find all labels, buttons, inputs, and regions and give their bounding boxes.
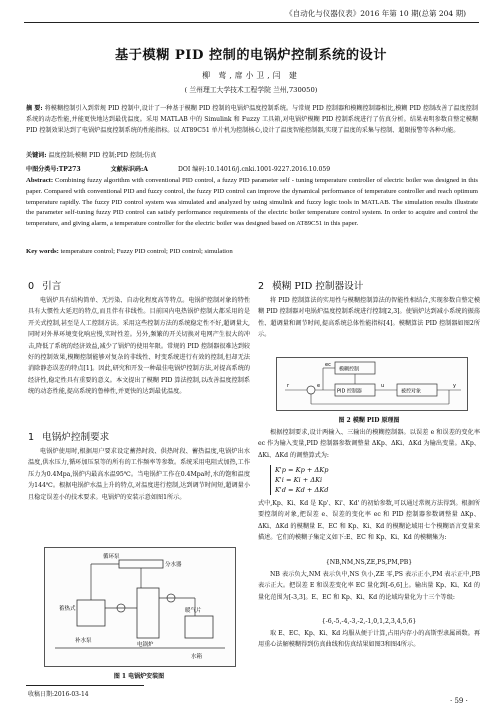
keywords-en-text: temperature control; Fuzzy PID control; PID control; simulation <box>60 248 233 255</box>
keywords-en <box>26 246 478 257</box>
section-0-body <box>28 295 250 425</box>
figure-2-drawing <box>277 358 467 410</box>
fig1-label-radiator: 暖气片 <box>185 608 202 614</box>
section-2-paragraph-4: NB 表示负大,NM 表示负中,NS 负小,ZE 零,PS 表示正小,PM 表示正中,PB 表示正大。把误差 E 和误差变化率 EC 量化到[-6,6]上。输出量 Kp、Ki、Kd 的量化范围为[-3,3]。E、EC 和 Kp、Ki、Kd 的论域均量化为十三个等级: <box>258 571 480 601</box>
section-2-body-5 <box>258 628 480 664</box>
figure-1-boiler-installation <box>44 547 236 667</box>
equation-kd: K'd = Kd + ΔKd <box>275 486 329 494</box>
equation-ki: K'i = Ki + ΔKi <box>275 476 323 484</box>
affiliation: ( 兰州理工大学技术工程学院 兰州,730050) <box>184 86 318 94</box>
section-2-paragraph-1: 将 PID 控制算法的实用性与模糊控制算法的智能性相结合,实现参数自整定模糊 PID 控制器对电锅炉温度控制系统进行控制[2,3]。使锅炉达到减小系统的振荡性、超调量和调节时间,提高系统总体性能指标[4]。模糊算法 PID 控制器如图2所示。 <box>258 297 480 339</box>
section-0-paragraph: 电锅炉具有结构简单、无污染、自动化程度高等特点。电锅炉控制对象的特性具有大惯性大延迟的特点,而且伴有非线性。目前国内电热锅炉控制大都采用的是开关式控制,甚至是人工控制方法。采用这些控制方法的系统稳定性不好,超调量大,同时对外界环境变化响应慢,实时性差。另外,频繁的开关切换对电网产生很大的冲击,降低了系统的经济效益,减少了锅炉的使用年限。常规的 PID 控制器很难达到较好的控制效果,模糊控制能够对复杂的非线性、时变系统进行有效的控制,但却无法消除静态误差的特点[1]。因此,研究和开发一种最佳电锅炉控制方法,对提高系统的经济性,稳定性具有重要的意义。本文提出了模糊 PID 算法控制,以改善温度控制系统的动态性能,提高系统的鲁棒性,并更快的达到最优温度。 <box>28 297 250 396</box>
fig1-label-pump: 循环泵 <box>103 554 120 560</box>
figure-1-drawing <box>45 548 235 666</box>
page-number: · 59 · <box>450 697 468 705</box>
section-1-number: 1 <box>28 432 35 443</box>
figure-2-caption: 图 2 模糊 PID 原理图 <box>338 417 400 424</box>
fig1-label-makeup-pump: 补水泵 <box>75 638 92 644</box>
fig2-label-ec: ec <box>325 362 331 368</box>
universe-of-discourse: {-6,-5,-4,-3,-2,-1,0,1,2,3,4,5,6} <box>321 618 417 625</box>
doi: DOI 编码:10.14016/j.cnki.1001-9227.2016.10.059 <box>178 166 331 173</box>
section-2-body-3 <box>258 498 480 556</box>
section-2-paragraph-2: 根据控制要求,设计两输入、三输出的模糊控制器。以误差 e 和误差的变化率 ec 作为输入变量,PID 控制器参数调整量 ΔKp、ΔKi、ΔKd 为输出变量。ΔKp、ΔKi、ΔKd 的调整算式为: <box>258 429 480 459</box>
equation-block <box>270 465 328 495</box>
section-2-body-1 <box>258 295 480 353</box>
fig1-label-tank: 水箱 <box>191 654 203 660</box>
keywords-cn-label: 关键词: <box>26 152 47 159</box>
section-2-heading <box>258 278 363 292</box>
abstract-en-text: Combining fuzzy algorithm with conventional PID control, a fuzzy PID parameter self - tuning temperature controller of electric boiler was designed in this paper. Compared with conventional PID and fuzzy control, the fuzzy PID control can improve the dynamical performance of temperature controller and reach optimum temperature rapidly. The fuzzy PID control system was simulated and analyzed by using simulink and fuzzy logic tools in MATLAB. The simulation results illustrate the parameter self-tuning fuzzy PID control can satisfy performance requirements of the electric boiler temperature control system. In order to acquire and control the temperature, and giving alarm, a temperature controller for the electric boiler was designed based on AT89C51 in this paper. <box>26 177 478 228</box>
abstract-en-label: Abstract: <box>26 177 54 184</box>
fuzzy-set: {NB,NM,NS,ZE,PS,PM,PB} <box>325 559 413 566</box>
document-code: 文献标识码:A <box>110 166 149 173</box>
classification-row <box>26 164 478 173</box>
abstract-cn <box>26 103 478 137</box>
section-2-paragraph-5: 取 E、EC、Kp、Ki、Kd 均服从便于计算,占用内存小的高斯型隶属函数。再用重心法解模糊得到仿真曲线和仿真结果如图3和图4所示。 <box>258 630 480 649</box>
section-0-title: 引言 <box>42 281 62 292</box>
section-2-title: 模糊 PID 控制器设计 <box>272 281 364 292</box>
section-1-paragraph: 电锅炉使用时,根据用户要求设定蓄热时段、供热时段、蓄热温度,电锅炉出水温度,供水压力,循环加压泵等的所有的工作频率等参数。系统采用电阻式加热,工作压力为0.4Mpa,锅炉内最高水温95℃。当电锅炉工作在0.4Mpa时,水的饱和温度为144℃。根据电锅炉水温上升的特点,对温度进行控制,达到调节时间短,超调量小且稳定误差小的技术要求。电锅炉的安装示意如图1所示。 <box>28 448 250 501</box>
abstract-en <box>26 176 478 230</box>
fig2-label-r: r <box>287 383 290 389</box>
abstract-cn-label: 摘 要: <box>26 105 43 112</box>
fig2-label-plant: 被控对象 <box>401 388 422 395</box>
journal-header: 《自动化与仪器仪表》2016 年第 10 期(总第 204 期) <box>285 9 466 18</box>
section-1-heading <box>28 429 109 443</box>
paper-title: 基于模糊 PID 控制的电锅炉控制系统的设计 <box>115 48 387 63</box>
section-0-heading <box>28 278 61 292</box>
authors: 柳 莺,席小卫,闫 建 <box>202 71 300 80</box>
footnote-rule <box>26 685 144 686</box>
keywords-cn <box>26 150 478 161</box>
section-2-paragraph-3: 式中,Kp、Ki、Kd 是 Kp'、Ki'、Kd' 的初始参数,可以通过常规方法得到。根据所要控制的对象,把误差 e、误差的变化率 ec 和 PID 控制器参数调整量 ΔKp、ΔKi、ΔKd 的模糊量 E、EC 和 Kp、Ki、Kd 的模糊论域用七个模糊语言变量来描述。它们的模糊子集定义如下:E、EC 和 Kp、Ki、Kd 的模糊集为: <box>258 500 480 542</box>
figure-1-caption: 图 1 电锅炉安装图 <box>113 673 165 680</box>
equation-kp: K'p = Kp + ΔKp <box>275 466 329 474</box>
figure-2-fuzzy-pid-diagram <box>276 357 468 411</box>
section-2-body-4 <box>258 569 480 615</box>
received-date: 收稿日期:2016-03-14 <box>28 691 89 698</box>
fig2-label-fuzzy: 模糊控制 <box>339 366 360 373</box>
header-rule <box>24 22 479 23</box>
fig2-label-e: e <box>317 383 321 389</box>
fig1-label-distributor: 分水器 <box>165 562 182 568</box>
fig2-label-y: y <box>453 383 456 389</box>
clc-number: 中图分类号:TP273 <box>26 166 81 173</box>
fig1-label-storage: 蓄热式 <box>59 606 76 612</box>
keywords-cn-text: 温度控制;模糊 PID 控制;PID 控制;仿真 <box>48 152 157 159</box>
section-1-title: 电锅炉控制要求 <box>42 432 110 443</box>
section-2-body-2 <box>258 427 480 463</box>
keywords-en-label: Key words: <box>26 248 59 255</box>
section-2-number: 2 <box>258 281 265 292</box>
fig2-label-u: u <box>381 383 385 389</box>
abstract-cn-text: 将模糊控制引入到常规 PID 控制中,设计了一种基于模糊 PID 控制的电锅炉温度控制系统。与常规 PID 控制器和模糊控制器相比,模糊 PID 控制改善了温度控制系统的动态性能,并能更快地达到最优温度。采用 MATLAB 中的 Simulink 和 Fuzzy 工具箱,对电锅炉模糊 PID 控制系统进行了仿真分析。结果表明参数自整定模糊 PID 控制效果达到了电锅炉温度控制系统的性能指标。以 AT89C51 单片机为控制核心,设计了温度智能控制器,实现了温度的采集与控制、超限报警等各种功能。 <box>26 105 479 135</box>
section-0-number: 0 <box>28 281 35 292</box>
section-1-body <box>28 446 250 538</box>
fig1-label-boiler: 电锅炉 <box>137 642 154 648</box>
fig2-label-pid: PID 控制器 <box>337 388 362 395</box>
